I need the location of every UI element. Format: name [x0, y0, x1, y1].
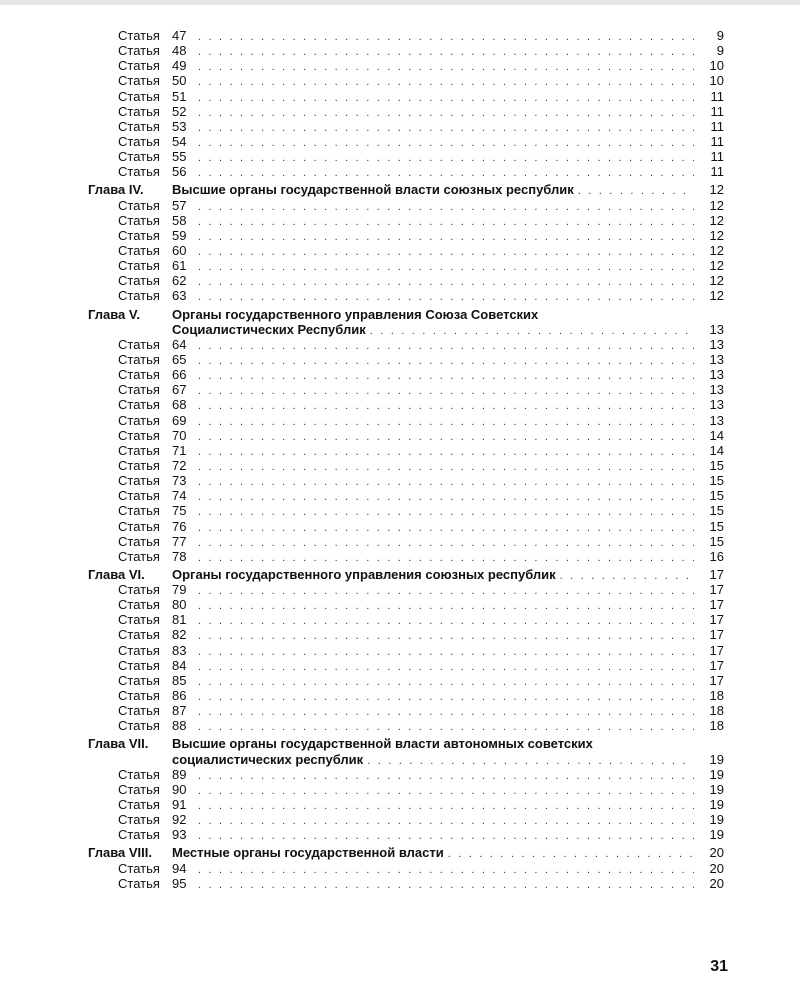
article-label: Статья — [118, 242, 160, 258]
article-number: 92 — [172, 812, 187, 828]
article-page: 19 — [709, 812, 724, 828]
article-label: Статья — [118, 457, 160, 473]
article-page: 17 — [709, 612, 724, 628]
dot-leader — [198, 290, 694, 305]
article-page: 15 — [709, 473, 724, 489]
article-label: Статья — [118, 766, 160, 782]
article-label: Статья — [118, 518, 160, 534]
chapter-title: Местные органы государственной власти — [172, 845, 444, 861]
article-entry — [88, 473, 724, 488]
article-label: Статья — [118, 657, 160, 673]
article-label: Статья — [118, 703, 160, 719]
article-page: 15 — [709, 533, 724, 549]
article-label: Статья — [118, 118, 160, 134]
article-number: 62 — [172, 273, 187, 289]
dot-leader — [198, 629, 694, 644]
chapter-title-line — [88, 736, 724, 751]
chapter-entry — [88, 845, 724, 860]
chapter-title: Высшие органы государственной власти автономных советских — [172, 736, 593, 752]
article-entry — [88, 782, 724, 797]
article-label: Статья — [118, 548, 160, 564]
dot-leader — [370, 324, 694, 339]
article-entry — [88, 519, 724, 534]
article-entry — [88, 134, 724, 149]
article-page: 17 — [709, 627, 724, 643]
article-label: Статья — [118, 442, 160, 458]
dot-leader — [198, 878, 694, 893]
chapter-entry — [88, 736, 724, 766]
article-label: Статья — [118, 28, 160, 43]
article-number: 54 — [172, 133, 187, 149]
article-entry — [88, 673, 724, 688]
dot-leader — [198, 645, 694, 660]
chapter-entry — [88, 182, 724, 197]
chapter-title-cont: социалистических республик — [172, 751, 364, 767]
dot-leader — [198, 60, 694, 75]
article-page: 11 — [710, 88, 724, 104]
article-entry — [88, 119, 724, 134]
article-label: Статья — [118, 688, 160, 704]
article-number: 53 — [172, 118, 187, 134]
article-number: 68 — [172, 397, 187, 413]
article-number: 49 — [172, 58, 187, 74]
article-number: 71 — [172, 442, 187, 458]
article-entry — [88, 861, 724, 876]
article-number: 65 — [172, 351, 187, 367]
article-entry — [88, 767, 724, 782]
chapter-title-line — [88, 307, 724, 322]
article-page: 16 — [709, 548, 724, 564]
article-label: Статья — [118, 582, 160, 598]
dot-leader — [198, 490, 694, 505]
article-number: 81 — [172, 612, 187, 628]
article-label: Статья — [118, 860, 160, 876]
article-number: 75 — [172, 503, 187, 519]
article-entry — [88, 273, 724, 288]
article-page: 19 — [709, 766, 724, 782]
article-entry — [88, 228, 724, 243]
article-entry — [88, 718, 724, 733]
article-label: Статья — [118, 597, 160, 613]
dot-leader — [448, 847, 694, 862]
dot-leader — [198, 584, 694, 599]
article-number: 73 — [172, 473, 187, 489]
article-label: Статья — [118, 367, 160, 383]
article-entry — [88, 104, 724, 119]
article-entry — [88, 612, 724, 627]
dot-leader — [198, 784, 694, 799]
article-page: 20 — [709, 875, 724, 891]
article-page: 15 — [709, 503, 724, 519]
article-page: 13 — [709, 412, 724, 428]
article-entry — [88, 428, 724, 443]
article-page: 11 — [710, 103, 724, 119]
dot-leader — [198, 720, 694, 735]
article-page: 14 — [709, 427, 724, 443]
article-label: Статья — [118, 427, 160, 443]
article-number: 70 — [172, 427, 187, 443]
chapter-title-line — [88, 752, 724, 767]
article-label: Статья — [118, 503, 160, 519]
article-page: 10 — [709, 58, 724, 74]
article-entry — [88, 688, 724, 703]
dot-leader — [578, 184, 694, 199]
article-label: Статья — [118, 672, 160, 688]
dot-leader — [198, 384, 694, 399]
dot-leader — [198, 536, 694, 551]
article-page: 17 — [709, 672, 724, 688]
article-number: 91 — [172, 797, 187, 813]
article-number: 47 — [172, 28, 187, 43]
article-number: 63 — [172, 288, 187, 304]
article-label: Статья — [118, 412, 160, 428]
article-number: 80 — [172, 597, 187, 613]
article-page: 17 — [709, 657, 724, 673]
article-page: 17 — [709, 597, 724, 613]
article-entry — [88, 703, 724, 718]
article-page: 20 — [709, 860, 724, 876]
table-of-contents — [88, 28, 724, 891]
chapter-entry — [88, 307, 724, 337]
article-entry — [88, 534, 724, 549]
dot-leader — [198, 521, 694, 536]
dot-leader — [198, 430, 694, 445]
article-entry — [88, 243, 724, 258]
article-entry — [88, 627, 724, 642]
article-number: 72 — [172, 457, 187, 473]
article-page: 13 — [709, 336, 724, 352]
dot-leader — [198, 475, 694, 490]
article-entry — [88, 488, 724, 503]
article-page: 13 — [709, 382, 724, 398]
article-label: Статья — [118, 827, 160, 843]
article-label: Статья — [118, 797, 160, 813]
article-entry — [88, 827, 724, 842]
dot-leader — [198, 614, 694, 629]
article-entry — [88, 582, 724, 597]
article-page: 12 — [709, 212, 724, 228]
article-label: Статья — [118, 73, 160, 89]
dot-leader — [560, 569, 694, 584]
article-number: 50 — [172, 73, 187, 89]
article-label: Статья — [118, 718, 160, 734]
chapter-page: 17 — [709, 566, 724, 582]
article-number: 89 — [172, 766, 187, 782]
article-label: Статья — [118, 273, 160, 289]
dot-leader — [198, 200, 694, 215]
article-number: 87 — [172, 703, 187, 719]
chapter-title-cont: Социалистических Республик — [172, 321, 366, 337]
article-number: 52 — [172, 103, 187, 119]
article-page: 11 — [710, 164, 724, 180]
dot-leader — [198, 260, 694, 275]
chapter-title: Высшие органы государственной власти союзных республик — [172, 182, 574, 198]
chapter-title: Органы государственного управления Союза Советских — [172, 306, 539, 322]
article-entry — [88, 352, 724, 367]
article-label: Статья — [118, 812, 160, 828]
article-page: 9 — [716, 28, 724, 43]
article-entry — [88, 258, 724, 273]
article-entry — [88, 58, 724, 73]
article-page: 19 — [709, 797, 724, 813]
article-label: Статья — [118, 627, 160, 643]
article-page: 9 — [716, 43, 724, 59]
article-label: Статья — [118, 488, 160, 504]
chapter-title-line — [88, 322, 724, 337]
chapter-label: Глава VIII. — [88, 845, 152, 861]
dot-leader — [198, 369, 694, 384]
article-label: Статья — [118, 875, 160, 891]
article-label: Статья — [118, 533, 160, 549]
dot-leader — [198, 505, 694, 520]
dot-leader — [198, 339, 694, 354]
dot-leader — [198, 245, 694, 260]
article-entry — [88, 658, 724, 673]
dot-leader — [198, 215, 694, 230]
dot-leader — [198, 445, 694, 460]
chapter-page: 19 — [709, 751, 724, 767]
article-entry — [88, 43, 724, 58]
article-number: 69 — [172, 412, 187, 428]
article-label: Статья — [118, 382, 160, 398]
article-number: 67 — [172, 382, 187, 398]
chapter-label: Глава VII. — [88, 736, 149, 752]
article-entry — [88, 797, 724, 812]
article-page: 13 — [709, 397, 724, 413]
article-page: 17 — [709, 642, 724, 658]
article-number: 56 — [172, 164, 187, 180]
chapter-page: 20 — [709, 845, 724, 861]
article-label: Статья — [118, 88, 160, 104]
article-label: Статья — [118, 473, 160, 489]
article-number: 76 — [172, 518, 187, 534]
chapter-title: Органы государственного управления союзных республик — [172, 566, 556, 582]
article-page: 12 — [709, 258, 724, 274]
dot-leader — [198, 354, 694, 369]
chapter-page: 13 — [709, 321, 724, 337]
dot-leader — [198, 705, 694, 720]
article-entry — [88, 288, 724, 303]
article-entry — [88, 367, 724, 382]
dot-leader — [198, 829, 694, 844]
article-label: Статья — [118, 336, 160, 352]
article-page: 12 — [709, 242, 724, 258]
article-page: 18 — [709, 688, 724, 704]
dot-leader — [198, 675, 694, 690]
article-label: Статья — [118, 164, 160, 180]
article-number: 79 — [172, 582, 187, 598]
article-entry — [88, 198, 724, 213]
article-label: Статья — [118, 149, 160, 165]
article-number: 57 — [172, 197, 187, 213]
page-number: 31 — [710, 958, 728, 975]
chapter-label: Глава V. — [88, 306, 140, 322]
article-number: 58 — [172, 212, 187, 228]
article-entry — [88, 73, 724, 88]
dot-leader — [198, 769, 694, 784]
article-page: 15 — [709, 518, 724, 534]
article-entry — [88, 397, 724, 412]
article-entry — [88, 89, 724, 104]
dot-leader — [198, 151, 694, 166]
article-entry — [88, 413, 724, 428]
article-entry — [88, 597, 724, 612]
dot-leader — [198, 121, 694, 136]
chapter-label: Глава VI. — [88, 566, 145, 582]
dot-leader — [198, 863, 694, 878]
dot-leader — [198, 814, 694, 829]
article-number: 61 — [172, 258, 187, 274]
article-page: 18 — [709, 703, 724, 719]
dot-leader — [198, 551, 694, 566]
article-entry — [88, 876, 724, 891]
dot-leader — [198, 106, 694, 121]
chapter-label: Глава IV. — [88, 182, 144, 198]
article-page: 18 — [709, 718, 724, 734]
article-entry — [88, 28, 724, 43]
article-number: 78 — [172, 548, 187, 564]
article-number: 95 — [172, 875, 187, 891]
article-entry — [88, 643, 724, 658]
article-number: 60 — [172, 242, 187, 258]
article-number: 90 — [172, 781, 187, 797]
article-label: Статья — [118, 212, 160, 228]
dot-leader — [198, 91, 694, 106]
dot-leader — [198, 460, 694, 475]
article-number: 59 — [172, 227, 187, 243]
article-number: 48 — [172, 43, 187, 59]
article-number: 66 — [172, 367, 187, 383]
article-entry — [88, 149, 724, 164]
dot-leader — [198, 45, 694, 60]
article-page: 15 — [709, 488, 724, 504]
article-page: 12 — [709, 197, 724, 213]
article-number: 77 — [172, 533, 187, 549]
article-label: Статья — [118, 288, 160, 304]
article-entry — [88, 213, 724, 228]
article-entry — [88, 549, 724, 564]
article-number: 85 — [172, 672, 187, 688]
chapter-page: 12 — [709, 182, 724, 198]
article-page: 19 — [709, 827, 724, 843]
article-entry — [88, 458, 724, 473]
article-page: 13 — [709, 351, 724, 367]
article-page: 12 — [709, 288, 724, 304]
dot-leader — [198, 599, 694, 614]
dot-leader — [198, 275, 694, 290]
dot-leader — [198, 75, 694, 90]
article-number: 51 — [172, 88, 187, 104]
article-label: Статья — [118, 642, 160, 658]
article-page: 12 — [709, 273, 724, 289]
dot-leader — [198, 230, 694, 245]
article-entry — [88, 443, 724, 458]
article-entry — [88, 382, 724, 397]
top-border — [0, 0, 800, 5]
article-page: 10 — [709, 73, 724, 89]
article-label: Статья — [118, 227, 160, 243]
dot-leader — [198, 136, 694, 151]
article-label: Статья — [118, 258, 160, 274]
article-entry — [88, 503, 724, 518]
article-number: 82 — [172, 627, 187, 643]
dot-leader — [198, 690, 694, 705]
article-label: Статья — [118, 103, 160, 119]
article-page: 14 — [709, 442, 724, 458]
chapter-entry — [88, 567, 724, 582]
article-label: Статья — [118, 612, 160, 628]
article-entry — [88, 337, 724, 352]
article-label: Статья — [118, 397, 160, 413]
article-page: 12 — [709, 227, 724, 243]
article-page: 11 — [710, 118, 724, 134]
dot-leader — [198, 166, 694, 181]
article-number: 84 — [172, 657, 187, 673]
article-page: 13 — [709, 367, 724, 383]
article-page: 17 — [709, 582, 724, 598]
article-label: Статья — [118, 781, 160, 797]
article-number: 83 — [172, 642, 187, 658]
dot-leader — [198, 660, 694, 675]
article-label: Статья — [118, 43, 160, 59]
dot-leader — [198, 799, 694, 814]
article-number: 86 — [172, 688, 187, 704]
article-number: 64 — [172, 336, 187, 352]
article-number: 55 — [172, 149, 187, 165]
article-page: 11 — [710, 149, 724, 165]
article-label: Статья — [118, 58, 160, 74]
article-number: 93 — [172, 827, 187, 843]
article-label: Статья — [118, 133, 160, 149]
article-page: 11 — [710, 133, 724, 149]
article-entry — [88, 164, 724, 179]
article-page: 15 — [709, 457, 724, 473]
dot-leader — [198, 415, 694, 430]
article-label: Статья — [118, 197, 160, 213]
dot-leader — [198, 399, 694, 414]
dot-leader — [367, 754, 694, 769]
article-number: 88 — [172, 718, 187, 734]
article-page: 19 — [709, 781, 724, 797]
dot-leader — [198, 30, 694, 45]
article-entry — [88, 812, 724, 827]
article-number: 74 — [172, 488, 187, 504]
article-label: Статья — [118, 351, 160, 367]
article-number: 94 — [172, 860, 187, 876]
